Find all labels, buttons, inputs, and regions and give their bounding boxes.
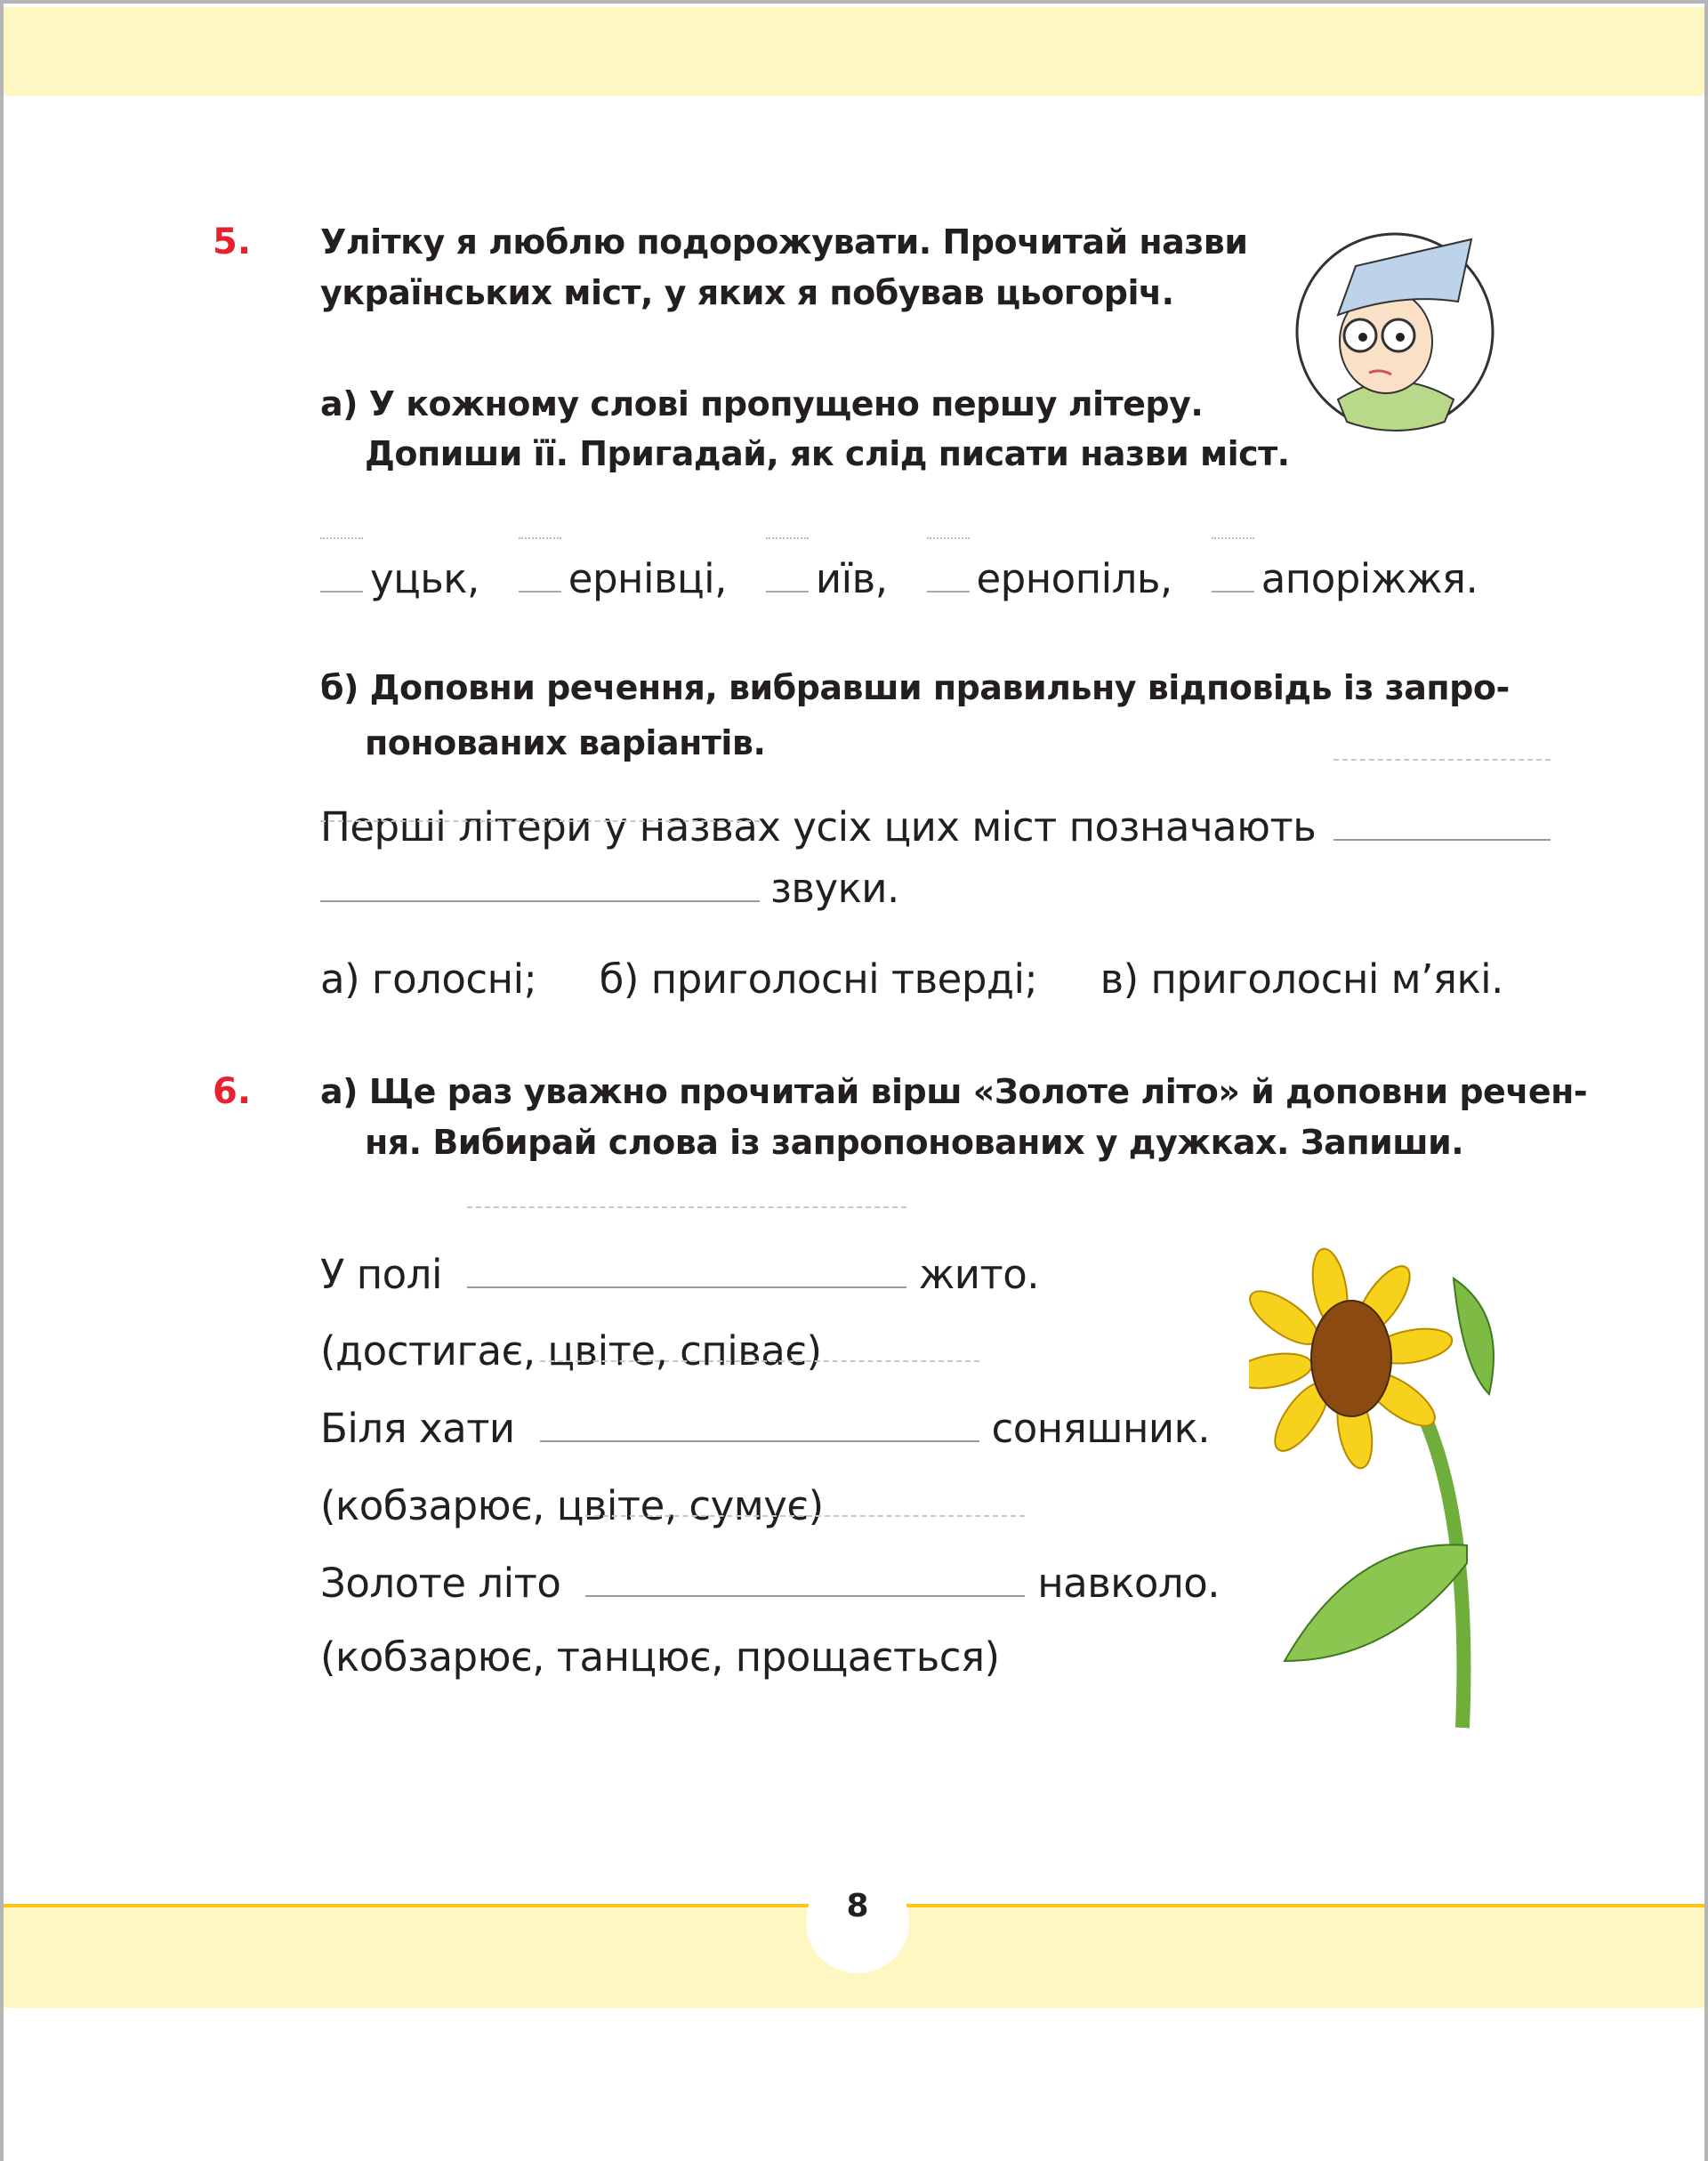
sentence-end: звуки. [770,865,899,912]
sentence-start: Перші літери у назвах усіх цих міст позначають [320,803,1317,851]
top-band [4,7,1704,96]
sentence-line-1 [320,801,1551,854]
city-text: ернівці, [568,555,727,602]
task-5-part-b-2: понованих варіантів. [365,723,766,762]
task-6-number: 6. [213,1071,252,1112]
letter-blank[interactable] [927,564,970,593]
city-text: уцьк, [370,555,479,602]
task-5-intro-2: українських міст, у яких я побував цьогоріч. [320,273,1174,312]
task-6-part-a-1: а) Ще раз уважно прочитай вірш «Золоте літо» й доповни речен- [320,1072,1588,1111]
sentence-start: Золоте літо [320,1560,561,1607]
answer-options [320,953,1503,1006]
city-text: иїв, [815,555,888,602]
task-5-number: 5. [213,222,252,262]
answer-blank[interactable] [540,1407,979,1442]
city-text: апоріжжя. [1261,555,1478,602]
boy-avatar-illustration [1293,230,1496,433]
sentence-start: У полі [320,1251,442,1298]
answer-blank[interactable] [320,867,760,902]
hint-2: (кобзарює, цвіте, сумує) [320,1482,824,1529]
sunflower-illustration [1249,1243,1507,1732]
hint-1: (достигає, цвіте, співає) [320,1327,822,1375]
letter-blank[interactable] [519,564,561,593]
sentence-start: Біля хати [320,1405,515,1452]
task-5-part-a-2: Допиши її. Пригадай, як слід писати назви міст. [365,434,1290,473]
hint-3: (кобзарює, танцює, прощається) [320,1633,1000,1681]
fill-sentence-3 [320,1557,1220,1610]
letter-blank[interactable] [320,564,363,593]
option-a[interactable]: а) голосні; [320,956,537,1003]
option-b[interactable]: б) приголосні тверді; [599,956,1038,1003]
city-list [320,552,1478,606]
answer-blank[interactable] [467,1253,906,1288]
city-text: ернопіль, [976,555,1172,602]
option-c[interactable]: в) приголосні м’які. [1100,956,1503,1003]
city-item[interactable] [766,552,888,606]
city-item[interactable] [927,552,1172,606]
city-item[interactable] [320,552,479,606]
task-5-intro-1: Улітку я люблю подорожувати. Прочитай назви [320,222,1248,262]
sentence-end: соняшник. [991,1405,1211,1452]
task-6-part-a-2: ня. Вибирай слова із запропонованих у дужках. Запиши. [365,1123,1464,1162]
fill-sentence-2 [320,1402,1210,1455]
answer-blank[interactable] [1333,805,1551,841]
letter-blank[interactable] [1212,564,1254,593]
answer-blank[interactable] [585,1561,1025,1597]
city-item[interactable] [1212,552,1478,606]
city-item[interactable] [519,552,727,606]
task-5-part-a-1: а) У кожному слові пропущено першу літеру. [320,384,1204,423]
page-number: 8 [846,1888,869,1924]
sentence-end: жито. [918,1251,1040,1298]
letter-blank[interactable] [766,564,809,593]
sentence-line-2 [320,862,899,915]
sentence-end: навколо. [1037,1560,1221,1607]
task-5-part-b-1: б) Доповни речення, вибравши правильну відповідь із запро- [320,668,1510,707]
fill-sentence-1 [320,1248,1039,1302]
